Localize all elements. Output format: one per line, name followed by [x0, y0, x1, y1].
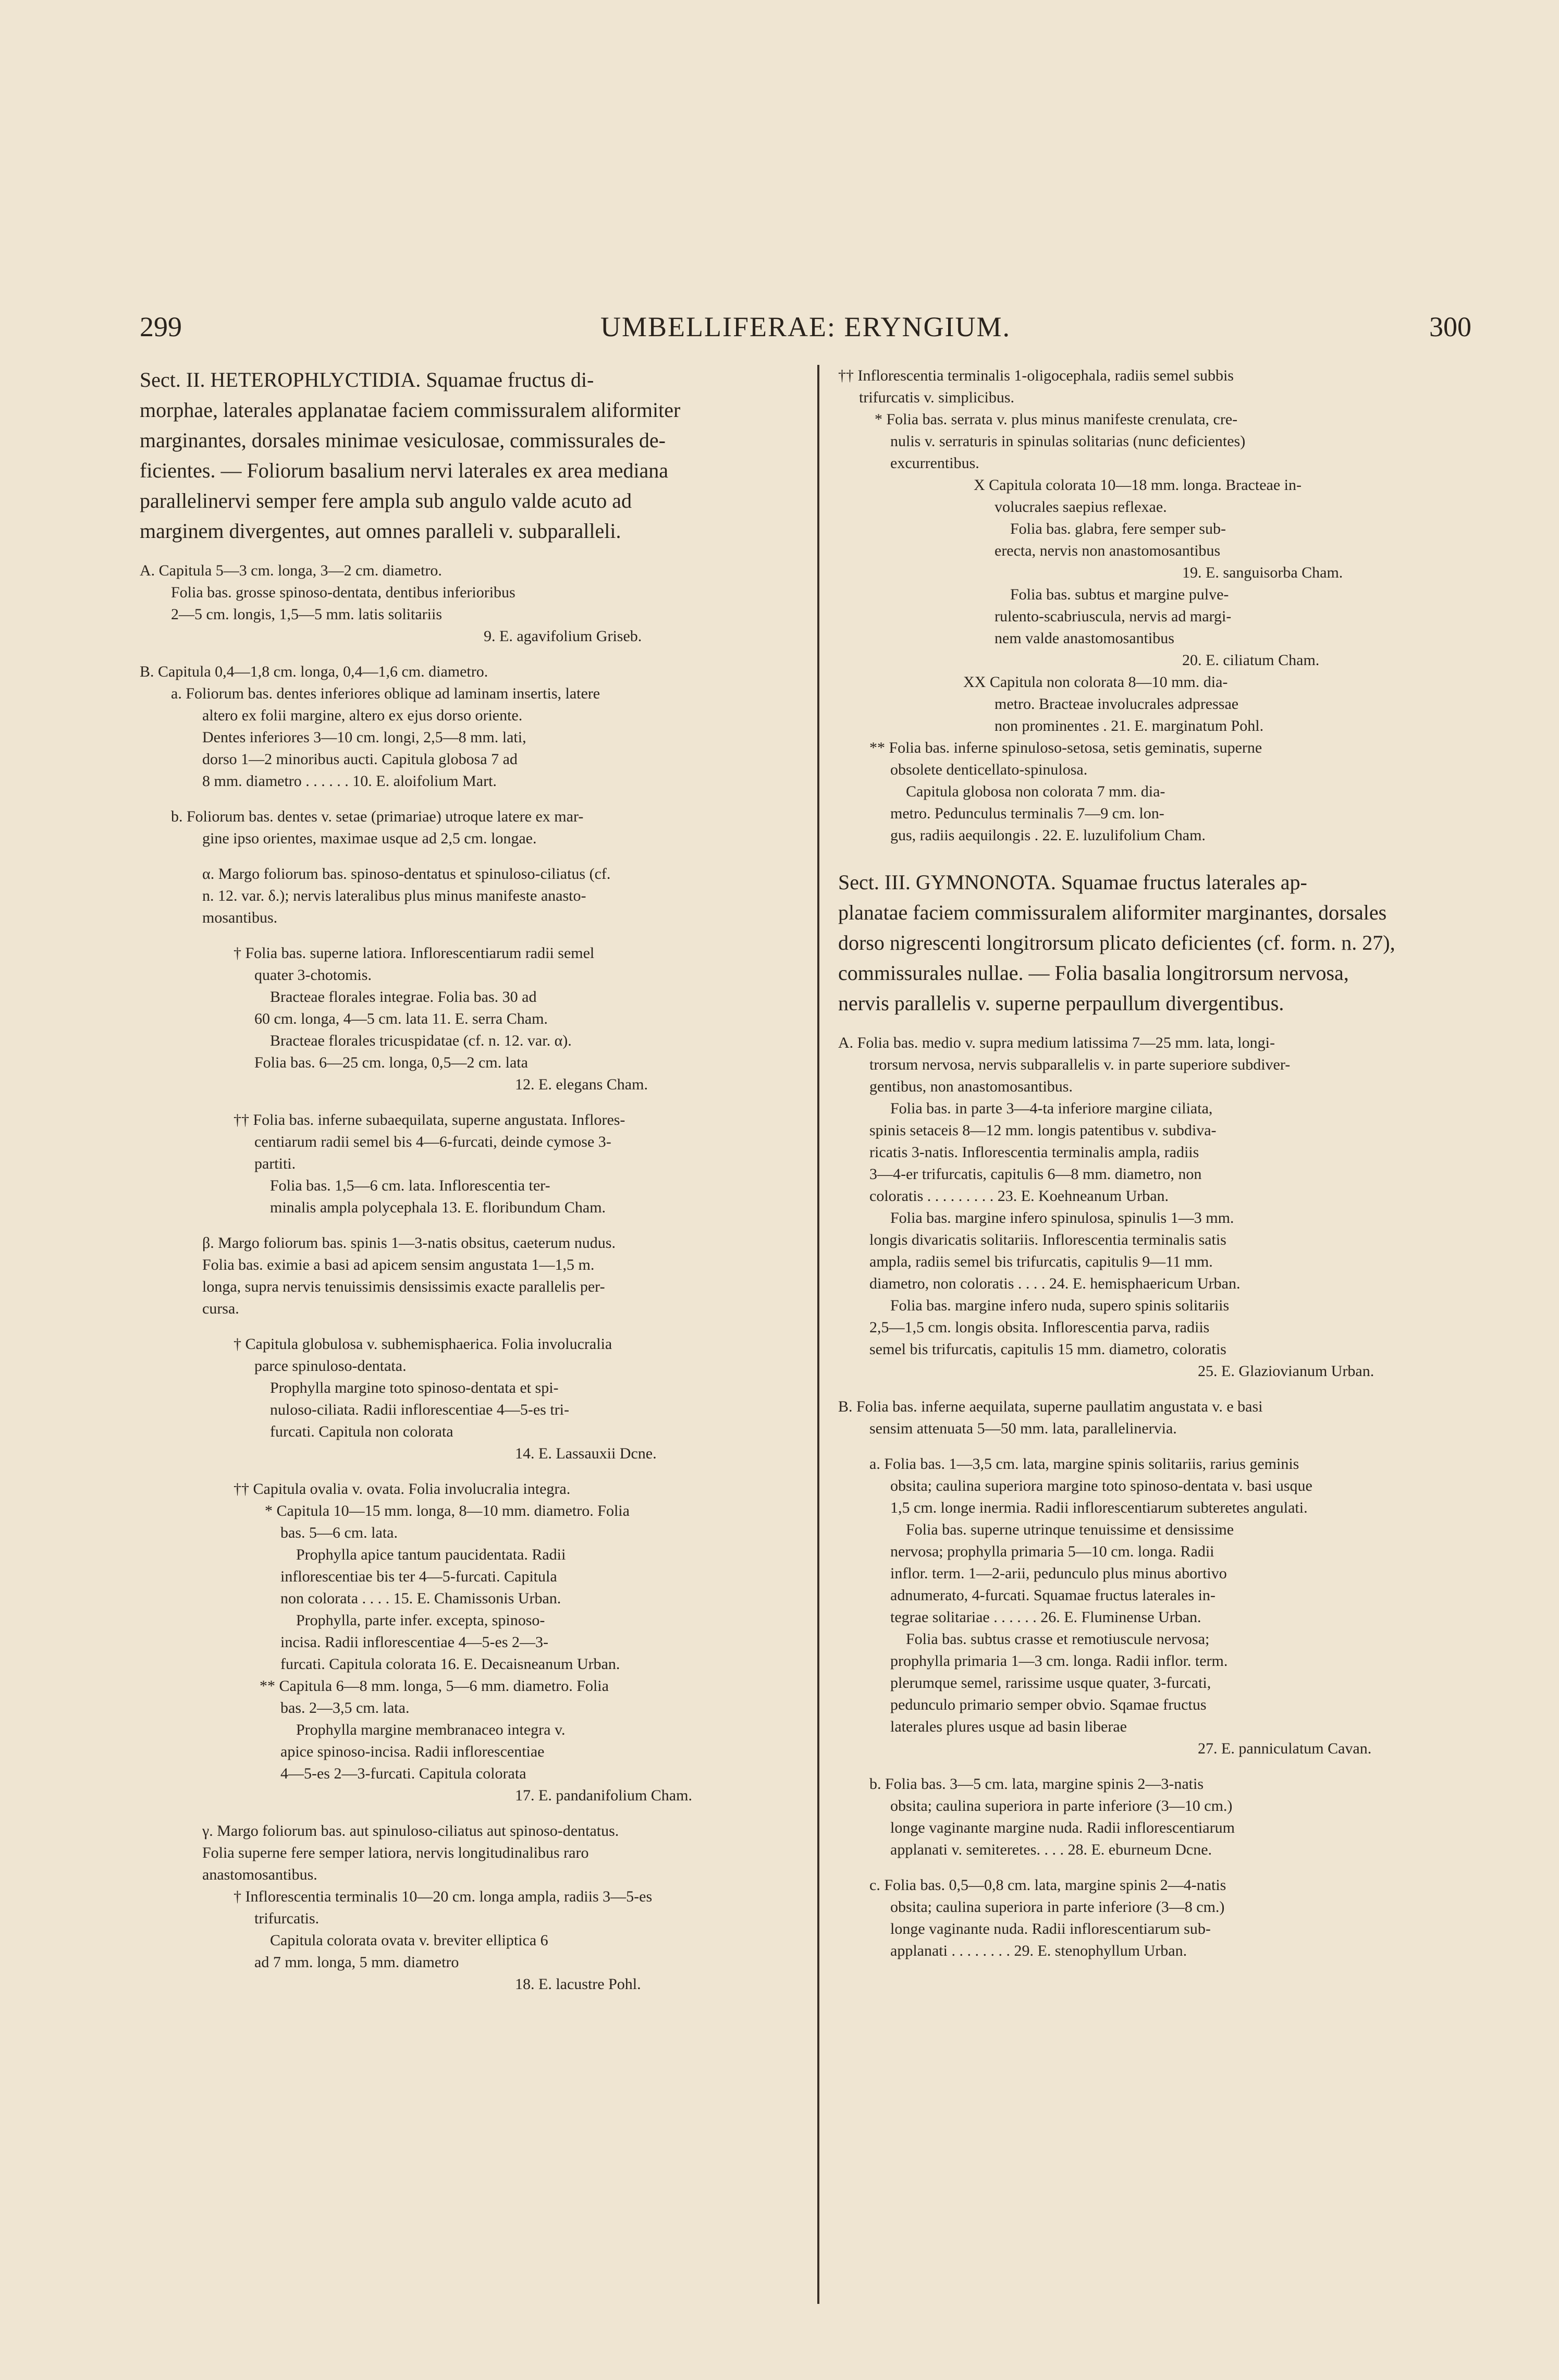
text-line: 19. E. sanguisorba Cham. — [1182, 564, 1343, 581]
text-line: * Capitula 10—15 mm. longa, 8—10 mm. diametro. Folia — [265, 1502, 630, 1519]
text-line: 20. E. ciliatum Cham. — [1182, 652, 1320, 669]
text-line: longa, supra nervis tenuissimis densissimis exacte parallelis per- — [202, 1278, 605, 1295]
spacer — [838, 1382, 1471, 1396]
text-line: prophylla primaria 1—3 cm. longa. Radii inflor. term. — [890, 1652, 1228, 1670]
text-line: α. Margo foliorum bas. spinoso-dentatus et spinuloso-ciliatus (cf. — [202, 865, 611, 882]
text-line: 2,5—1,5 cm. longis obsita. Inflorescentia parva, radiis — [869, 1319, 1210, 1336]
text-line: Folia bas. 1,5—6 cm. lata. Inflorescentia ter- — [270, 1177, 550, 1194]
text-line: parallelinervi semper fere ampla sub angulo valde acuto ad — [140, 489, 632, 512]
text-line: sensim attenuata 5—50 mm. lata, parallelinervia. — [869, 1420, 1177, 1437]
text-line: obsita; caulina superiora in parte inferiore (3—10 cm.) — [890, 1797, 1233, 1814]
spacer — [140, 1465, 791, 1478]
text-line: * Folia bas. serrata v. plus minus manifeste crenulata, cre- — [875, 411, 1238, 428]
text-line: apice spinoso-incisa. Radii inflorescentiae — [280, 1743, 545, 1760]
text-line: Folia bas. superne utrinque tenuissime et densissime — [906, 1521, 1234, 1538]
text-line: marginantes, dorsales minimae vesiculosae, commissurales de- — [140, 428, 666, 452]
text-line: centiarum radii semel bis 4—6-furcati, deinde cymose 3- — [254, 1133, 611, 1150]
text-line: erecta, nervis non anastomosantibus — [995, 542, 1221, 559]
text-line: 18. E. lacustre Pohl. — [515, 1976, 641, 1993]
text-line: B. Capitula 0,4—1,8 cm. longa, 0,4—1,6 cm. diametro. — [140, 663, 488, 680]
text-line: semel bis trifurcatis, capitulis 15 mm. diametro, coloratis — [869, 1341, 1226, 1358]
page-header — [140, 311, 1471, 349]
text-line: excurrentibus. — [890, 455, 979, 472]
text-line: Folia bas. eximie a basi ad apicem sensim angustata 1—1,5 m. — [202, 1256, 595, 1273]
spacer — [838, 1440, 1471, 1453]
text-line: mosantibus. — [202, 909, 278, 926]
text-line: commissurales nullae. — Folia basalia longitrorsum nervosa, — [838, 961, 1349, 985]
text-line: applanati v. semiteretes. . . . 28. E. eburneum Dcne. — [890, 1841, 1212, 1858]
text-line: gentibus, non anastomosantibus. — [869, 1078, 1073, 1095]
text-line: dorso 1—2 minoribus aucti. Capitula globosa 7 ad — [202, 751, 518, 768]
text-line: metro. Bracteae involucrales adpressae — [995, 695, 1239, 713]
text-line: bas. 5—6 cm. lata. — [280, 1524, 398, 1541]
text-line: Sect. II. HETEROPHLYCTIDIA. Squamae fructus di- — [140, 368, 594, 391]
text-line: nervosa; prophylla primaria 5—10 cm. longa. Radii — [890, 1543, 1214, 1560]
text-line: trifurcatis v. simplicibus. — [859, 389, 1015, 406]
text-line: furcati. Capitula non colorata — [270, 1423, 453, 1440]
text-line: obsolete denticellato-spinulosa. — [890, 761, 1088, 778]
text-line: cursa. — [202, 1300, 239, 1317]
text-line: obsita; caulina superiora in parte inferiore (3—8 cm.) — [890, 1898, 1225, 1916]
text-line: furcati. Capitula colorata 16. E. Decaisneanum Urban. — [280, 1655, 620, 1673]
text-line: non prominentes . 21. E. marginatum Pohl. — [995, 717, 1264, 734]
text-line: pedunculo primario semper obvio. Sqamae fructus — [890, 1696, 1207, 1713]
text-line: X Capitula colorata 10—18 mm. longa. Bracteae in- — [974, 476, 1302, 494]
text-line: inflorescentiae bis ter 4—5-furcati. Capitula — [280, 1568, 557, 1585]
text-line: Dentes inferiores 3—10 cm. longi, 2,5—8 mm. lati, — [202, 729, 526, 746]
text-line: trorsum nervosa, nervis subparallelis v. in parte superiore subdiver- — [869, 1056, 1291, 1073]
text-line: Folia bas. margine infero nuda, supero spinis solitariis — [890, 1297, 1230, 1314]
text-line: longe vaginante margine nuda. Radii inflorescentiarum — [890, 1819, 1235, 1836]
text-line: obsita; caulina superiora margine toto spinoso-dentata v. basi usque — [890, 1477, 1312, 1494]
text-line: Folia bas. margine infero spinulosa, spinulis 1—3 mm. — [890, 1209, 1234, 1226]
text-line: morphae, laterales applanatae faciem commissuralem aliformiter — [140, 398, 681, 422]
text-line: dorso nigrescenti longitrorsum plicato deficientes (cf. form. n. 27), — [838, 931, 1395, 954]
text-line: ad 7 mm. longa, 5 mm. diametro — [254, 1954, 459, 1971]
text-line: Bracteae florales integrae. Folia bas. 30 ad — [270, 988, 537, 1005]
text-line: 4—5-es 2—3-furcati. Capitula colorata — [280, 1765, 526, 1782]
spacer — [140, 850, 791, 863]
text-line: nervis parallelis v. superne perpaullum divergentibus. — [838, 991, 1284, 1015]
text-line: 12. E. elegans Cham. — [515, 1076, 648, 1093]
text-line: ** Folia bas. inferne spinuloso-setosa, setis geminatis, superne — [869, 739, 1262, 756]
text-line: 9. E. agavifolium Griseb. — [484, 628, 642, 645]
text-line: Prophylla, parte infer. excepta, spinoso- — [296, 1612, 545, 1629]
spacer — [140, 929, 791, 942]
text-line: longe vaginante nuda. Radii inflorescentiarum sub- — [890, 1920, 1211, 1937]
spacer — [140, 1320, 791, 1333]
text-line: † Folia bas. superne latiora. Inflorescentiarum radii semel — [234, 944, 595, 962]
text-line: 2—5 cm. longis, 1,5—5 mm. latis solitariis — [171, 606, 442, 623]
text-line: A. Capitula 5—3 cm. longa, 3—2 cm. diametro. — [140, 562, 442, 579]
text-line: minalis ampla polycephala 13. E. floribundum Cham. — [270, 1199, 606, 1216]
spacer — [140, 1096, 791, 1109]
text-line: †† Folia bas. inferne subaequilata, superne angustata. Inflores- — [234, 1111, 625, 1128]
text-line: β. Margo foliorum bas. spinis 1—3-natis obsitus, caeterum nudus. — [202, 1234, 616, 1252]
text-line: a. Folia bas. 1—3,5 cm. lata, margine spinis solitariis, rarius geminis — [869, 1455, 1299, 1473]
text-line: Sect. III. GYMNONOTA. Squamae fructus laterales ap- — [838, 870, 1307, 894]
text-line: 8 mm. diametro . . . . . . 10. E. aloifolium Mart. — [202, 772, 497, 790]
text-line: longis divaricatis solitariis. Inflorescentia terminalis satis — [869, 1231, 1226, 1248]
text-line: Folia bas. 6—25 cm. longa, 0,5—2 cm. lata — [254, 1054, 528, 1071]
text-line: Folia bas. subtus crasse et remotiuscule nervosa; — [906, 1630, 1210, 1648]
text-line: Folia bas. grosse spinoso-dentata, dentibus inferioribus — [171, 584, 515, 601]
text-line: adnumerato, 4-furcati. Squamae fructus laterales in- — [890, 1587, 1216, 1604]
text-line: XX Capitula non colorata 8—10 mm. dia- — [963, 673, 1228, 691]
text-line: ficientes. — Foliorum basalium nervi laterales ex area mediana — [140, 459, 669, 482]
text-line: trifurcatis. — [254, 1910, 320, 1927]
text-line: Folia superne fere semper latiora, nervis longitudinalibus raro — [202, 1844, 589, 1861]
text-line: b. Foliorum bas. dentes v. setae (primariae) utroque latere ex mar- — [171, 808, 584, 825]
text-line: non colorata . . . . 15. E. Chamissonis Urban. — [280, 1590, 561, 1607]
text-line: gus, radiis aequilongis . 22. E. luzulifolium Cham. — [890, 827, 1206, 844]
text-line: metro. Pedunculus terminalis 7—9 cm. lon- — [890, 805, 1164, 822]
right-column — [838, 365, 1471, 1962]
text-line: 1,5 cm. longe inermia. Radii inflorescentiarum subteretes angulati. — [890, 1499, 1308, 1516]
text-line: Prophylla margine membranaceo integra v. — [296, 1721, 566, 1738]
text-line: † Capitula globulosa v. subhemisphaerica. Folia involucralia — [234, 1335, 612, 1353]
spacer — [838, 1760, 1471, 1773]
text-line: A. Folia bas. medio v. supra medium latissima 7—25 mm. lata, longi- — [838, 1034, 1275, 1051]
spacer — [140, 546, 791, 560]
text-line: diametro, non coloratis . . . . 24. E. hemisphaericum Urban. — [869, 1275, 1241, 1292]
text-line: Folia bas. in parte 3—4-ta inferiore margine ciliata, — [890, 1100, 1213, 1117]
text-line: coloratis . . . . . . . . . 23. E. Koehneanum Urban. — [869, 1187, 1169, 1205]
page-number-right: 300 — [1429, 311, 1471, 342]
spacer — [140, 647, 791, 661]
spacer — [838, 1861, 1471, 1874]
text-line: 3—4-er trifurcatis, capitulis 6—8 mm. diametro, non — [869, 1166, 1202, 1183]
text-line: Prophylla apice tantum paucidentata. Radii — [296, 1546, 566, 1563]
text-line: † Inflorescentia terminalis 10—20 cm. longa ampla, radiis 3—5-es — [234, 1888, 653, 1905]
text-line: Prophylla margine toto spinoso-dentata et spi- — [270, 1379, 559, 1396]
text-line: b. Folia bas. 3—5 cm. lata, margine spinis 2—3-natis — [869, 1775, 1204, 1793]
text-line: parce spinuloso-dentata. — [254, 1357, 407, 1375]
text-line: Capitula globosa non colorata 7 mm. dia- — [906, 783, 1165, 800]
text-line: γ. Margo foliorum bas. aut spinuloso-ciliatus aut spinoso-dentatus. — [202, 1822, 619, 1839]
text-line: tegrae solitariae . . . . . . 26. E. Fluminense Urban. — [890, 1609, 1201, 1626]
text-line: 27. E. panniculatum Cavan. — [1198, 1740, 1372, 1757]
text-line: spinis setaceis 8—12 mm. longis patentibus v. subdiva- — [869, 1122, 1217, 1139]
text-line: 14. E. Lassauxii Dcne. — [515, 1445, 657, 1462]
text-line: ** Capitula 6—8 mm. longa, 5—6 mm. diametro. Folia — [260, 1677, 609, 1695]
text-line: B. Folia bas. inferne aequilata, superne paullatim angustata v. e basi — [838, 1398, 1263, 1415]
spacer — [838, 847, 1471, 867]
text-line: altero ex folii margine, altero ex ejus dorso oriente. — [202, 707, 523, 724]
text-line: 17. E. pandanifolium Cham. — [515, 1787, 692, 1804]
text-line: Bracteae florales tricuspidatae (cf. n. 12. var. α). — [270, 1032, 572, 1049]
text-line: laterales plures usque ad basin liberae — [890, 1718, 1127, 1735]
text-line: quater 3-chotomis. — [254, 966, 372, 984]
page-number-left: 299 — [140, 311, 182, 342]
text-line: †† Inflorescentia terminalis 1-oligocephala, radiis semel subbis — [838, 367, 1234, 384]
spacer — [838, 1019, 1471, 1032]
text-line: partiti. — [254, 1155, 296, 1172]
text-line: bas. 2—3,5 cm. lata. — [280, 1699, 410, 1716]
text-line: nem valde anastomosantibus — [995, 630, 1174, 647]
text-line: ampla, radiis semel bis trifurcatis, capitulis 9—11 mm. — [869, 1253, 1213, 1270]
spacer — [140, 1807, 791, 1820]
text-line: Capitula colorata ovata v. breviter elliptica 6 — [270, 1932, 548, 1949]
text-line: applanati . . . . . . . . 29. E. stenophyllum Urban. — [890, 1942, 1187, 1959]
text-line: 25. E. Glaziovianum Urban. — [1198, 1363, 1374, 1380]
text-line: a. Foliorum bas. dentes inferiores oblique ad laminam insertis, latere — [171, 685, 600, 702]
running-title: UMBELLIFERAE: ERYNGIUM. — [600, 311, 1011, 342]
text-line: planatae faciem commissuralem aliformiter marginantes, dorsales — [838, 901, 1387, 924]
text-line: n. 12. var. δ.); nervis lateralibus plus minus manifeste anasto- — [202, 887, 586, 904]
text-line: incisa. Radii inflorescentiae 4—5-es 2—3- — [280, 1634, 549, 1651]
text-line: rulento-scabriuscula, nervis ad margi- — [995, 608, 1232, 625]
text-line: inflor. term. 1—2-arii, pedunculo plus minus abortivo — [890, 1565, 1227, 1582]
text-line: plerumque semel, rarissime usque quater, 3-furcati, — [890, 1674, 1211, 1691]
text-line: volucrales saepius reflexae. — [995, 498, 1167, 516]
text-line: gine ipso orientes, maximae usque ad 2,5 cm. longae. — [202, 830, 537, 847]
spacer — [140, 792, 791, 806]
left-column — [140, 365, 791, 1995]
text-line: anastomosantibus. — [202, 1866, 317, 1883]
text-line: †† Capitula ovalia v. ovata. Folia involucralia integra. — [234, 1480, 571, 1498]
text-line: Folia bas. subtus et margine pulve- — [1010, 586, 1229, 603]
text-line: nulis v. serraturis in spinulas solitarias (nunc deficientes) — [890, 433, 1246, 450]
column-divider — [817, 365, 819, 2304]
text-line: c. Folia bas. 0,5—0,8 cm. lata, margine spinis 2—4-natis — [869, 1876, 1226, 1894]
text-line: 60 cm. longa, 4—5 cm. lata 11. E. serra Cham. — [254, 1010, 548, 1027]
text-line: Folia bas. glabra, fere semper sub- — [1010, 520, 1226, 537]
text-line: ricatis 3-natis. Inflorescentia terminalis ampla, radiis — [869, 1144, 1199, 1161]
text-line: marginem divergentes, aut omnes paralleli v. subparalleli. — [140, 519, 621, 543]
text-line: nuloso-ciliata. Radii inflorescentiae 4—5-es tri- — [270, 1401, 569, 1418]
spacer — [140, 1219, 791, 1232]
